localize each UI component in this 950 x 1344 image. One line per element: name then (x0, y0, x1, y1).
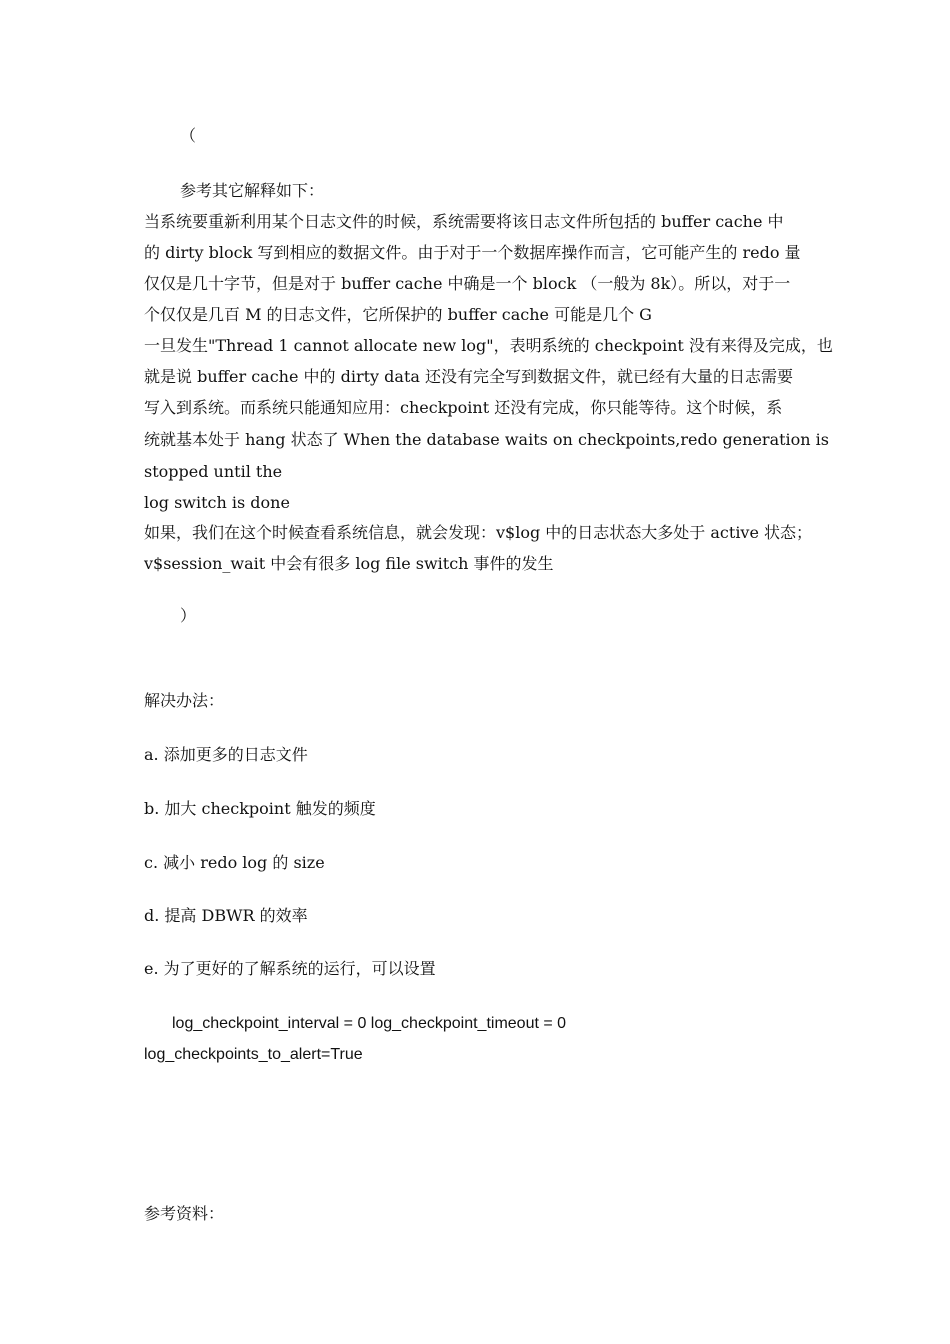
references-heading: 参考资料： (144, 1204, 225, 1223)
list-item: e. 为了更好的了解系统的运行，可以设置 (144, 959, 436, 978)
settings-line-1: log_checkpoint_interval = 0 log_checkpoint_timeout = 0 (172, 1015, 567, 1032)
solutions-heading: 解决办法： (144, 691, 225, 710)
settings-line-2: log_checkpoints_to_alert=True (144, 1046, 363, 1063)
paragraph-line: 当系统要重新利用某个日志文件的时候，系统需要将该日志文件所包括的 buffer cache 中 (144, 212, 784, 231)
close-parenthesis: ） (180, 606, 197, 625)
paragraph-line: 的 dirty block 写到相应的数据文件。由于对于一个数据库操作而言，它可能产生的 redo 量 (144, 243, 801, 262)
open-parenthesis: （ (180, 126, 197, 145)
paragraph-line: 就是说 buffer cache 中的 dirty data 还没有完全写到数据文件，就已经有大量的日志需要 (144, 367, 794, 386)
list-item: d. 提高 DBWR 的效率 (144, 906, 308, 925)
list-item: a. 添加更多的日志文件 (144, 745, 308, 764)
paragraph-line: 写入到系统。而系统只能通知应用：checkpoint 还没有完成，你只能等待。这个时候，系 (144, 398, 783, 417)
paragraph-line: log switch is done (144, 493, 290, 512)
list-item: c. 减小 redo log 的 size (144, 853, 325, 872)
paragraph-line: 仅仅是几十字节，但是对于 buffer cache 中确是一个 block （一般为 8k）。所以，对于一 (144, 274, 791, 293)
paragraph-line: 如果，我们在这个时候查看系统信息，就会发现：v$log 中的日志状态大多处于 active 状态； (144, 523, 813, 542)
paragraph-line: 个仅仅是几百 M 的日志文件，它所保护的 buffer cache 可能是几个 G (144, 305, 652, 324)
paragraph-line: 统就基本处于 hang 状态了 When the database waits on checkpoints,redo generation is (144, 430, 830, 449)
paragraph-line: 一旦发生"Thread 1 cannot allocate new log"，表明系统的 checkpoint 没有来得及完成，也 (144, 336, 833, 355)
paragraph-line: stopped until the (144, 462, 283, 481)
list-item: b. 加大 checkpoint 触发的频度 (144, 799, 376, 818)
reference-heading: 参考其它解释如下： (180, 181, 325, 200)
paragraph-line: v$session_wait 中会有很多 log file switch 事件的发生 (144, 554, 554, 573)
